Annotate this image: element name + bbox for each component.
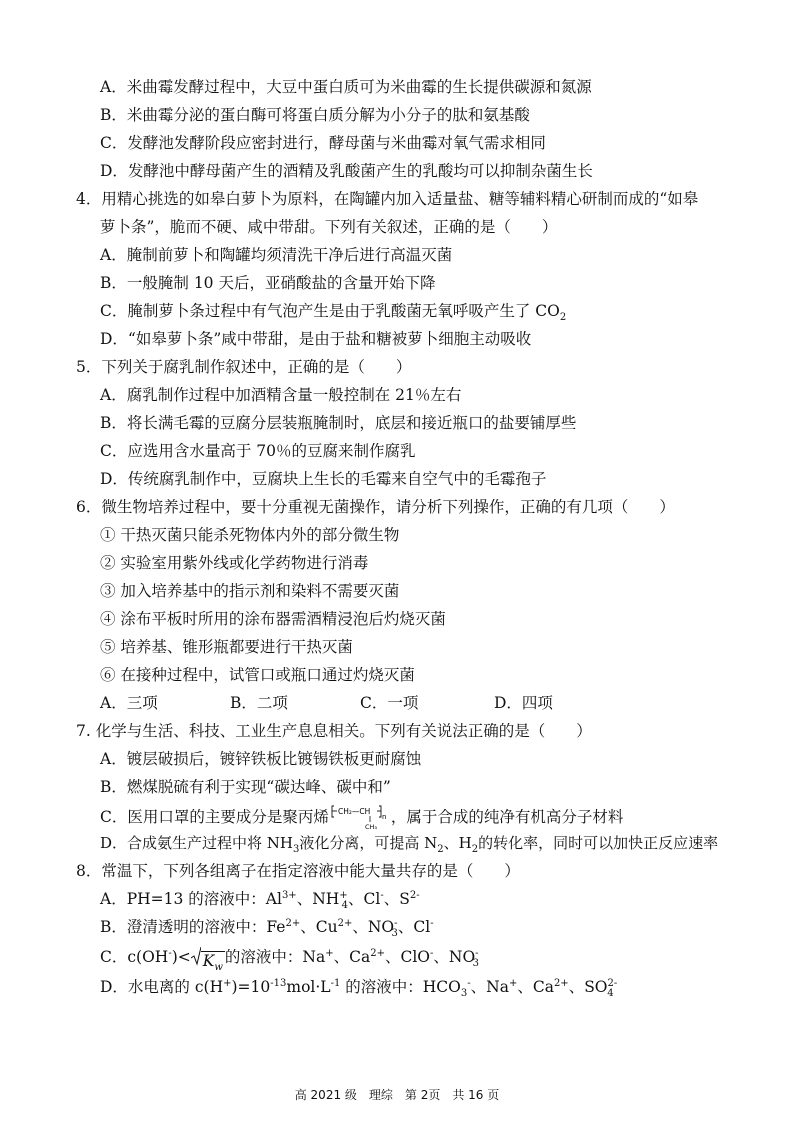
- q8-d-sub1: 3: [460, 988, 468, 1000]
- q6-item-1: ① 干热灭菌只能杀死物体内外的部分微生物: [100, 526, 400, 544]
- q8-b-mid: 、Cu: [300, 918, 338, 936]
- q7-d-sub2: 2: [437, 844, 444, 855]
- q8-d-mid5: 、Ca: [517, 978, 554, 996]
- q8-option-d: [100, 976, 750, 998]
- q7-option-a: A．镀层破损后，镀锌铁板比镀锡铁板更耐腐蚀: [100, 750, 422, 768]
- q7-d-mid2: 、H: [443, 834, 472, 852]
- q8-c-sup1: -: [168, 947, 172, 959]
- q4-option-b: B．一般腌制 10 天后，亚硝酸盐的含量开始下降: [100, 274, 436, 292]
- q8-c-mid2: 、Ca: [333, 948, 371, 966]
- q4-option-c-text: C．腌制萝卜条过程中有气泡产生是由于乳酸菌无氧呼吸产生了 CO: [100, 302, 560, 320]
- q8-b-sup4: -: [430, 917, 434, 929]
- q8-a-mid2: 、S: [383, 890, 410, 908]
- polypropylene-structure: [331, 804, 389, 830]
- q4-option-d: D．“如皋萝卜条”咸中带甜，是由于盐和糖被萝卜细胞主动吸收: [100, 330, 532, 348]
- q8-d-sup5: +: [508, 977, 518, 989]
- q7-d-pre: D．合成氨生产过程中将 NH: [100, 834, 294, 852]
- sqrt-radicand: [201, 951, 225, 974]
- q6-option-a: A．三项: [100, 694, 158, 712]
- q8-b-sub: 3: [391, 928, 398, 940]
- q6-item-3: ③ 加入培养基中的指示剂和染料不需要灭菌: [100, 582, 400, 600]
- page-footer: 高 2021 级 理综 第 2页 共 16 页: [294, 1088, 500, 1102]
- q8-c-post: 的溶液中：Na: [224, 948, 326, 966]
- q7-d-sub1: 3: [293, 844, 300, 855]
- q8-b-mid2: 、NO: [352, 918, 395, 936]
- kw-letter: K: [202, 952, 215, 970]
- q7-d-sub3: 2: [471, 844, 479, 855]
- q5-option-d: D．传统腐乳制作中，豆腐块上生长的毛霉来自空气中的毛霉孢子: [100, 470, 547, 488]
- q8-b-sup1: 2+: [285, 917, 301, 929]
- sqrt-kw: [191, 946, 225, 972]
- q8-d-pre: D．水电离的 c(H: [100, 978, 224, 996]
- q6-item-5: ⑤ 培养基、锥形瓶都要进行干热灭菌: [100, 638, 353, 656]
- q6-item-2: ② 实验室用紫外线或化学药物进行消毒: [100, 554, 369, 572]
- q7-d-post: 的转化率，同时可以加快正反应速率: [478, 834, 719, 852]
- q5-option-c: C．应选用含水量高于 70％的豆腐来制作腐乳: [100, 442, 416, 460]
- kw-sub: w: [214, 962, 223, 974]
- q8-a-mid: 、NH: [296, 890, 340, 908]
- q3-option-b: B．米曲霉分泌的蛋白酶可将蛋白质分解为小分子的肽和氨基酸: [100, 106, 530, 124]
- q5-option-b: B．将长满毛霉的豆腐分层装瓶腌制时，底层和接近瓶口的盐要铺厚些: [100, 414, 577, 432]
- q6-option-b: B．二项: [230, 694, 288, 712]
- q3-option-a: A．米曲霉发酵过程中，大豆中蛋白质可为米曲霉的生长提供碳源和氮源: [100, 78, 592, 96]
- q4-option-a: A．腌制前萝卜和陶罐均须清洗干净后进行高温灭菌: [100, 246, 453, 264]
- q8-c-mid4: 、NO: [433, 948, 476, 966]
- q8-a-pre: A．PH=13 的溶液中：Al: [100, 890, 282, 908]
- q8-d-sup3: -1: [330, 977, 341, 989]
- q6-stem: 6．微生物培养过程中，要十分重视无菌操作，请分析下列操作，正确的有几项（ ）: [76, 498, 675, 516]
- q4-option-c: [100, 300, 750, 322]
- q8-b-post: 、Cl: [397, 918, 431, 936]
- q8-c-sup3: 2+: [370, 947, 385, 959]
- q8-c-mid3: 、ClO: [384, 948, 430, 966]
- sqrt-sign-graphic: [191, 946, 201, 966]
- struct-bottom-text: CH₃: [364, 823, 377, 830]
- q8-c-sup5: -: [475, 947, 479, 959]
- q8-option-a: [100, 888, 750, 910]
- polypropylene-formula-graphic: [331, 804, 389, 830]
- q6-choices: [100, 692, 750, 714]
- q8-d-mid: )=10: [231, 978, 271, 996]
- q8-c-sub: 3: [472, 958, 479, 970]
- q8-option-c: [100, 946, 750, 972]
- q7-option-c-post: ，属于合成的纯净有机高分子材料: [390, 808, 624, 826]
- q4-stem-line2: 萝卜条”，脆而不硬、咸中带甜。下列有关叙述，正确的是（ ）: [100, 218, 558, 236]
- q6-option-d: D．四项: [494, 694, 553, 712]
- q8-b-sup3: -: [394, 917, 398, 929]
- q7-option-c-pre: C．医用口罩的主要成分是聚丙烯: [100, 808, 329, 826]
- q8-a-post: 、Cl: [348, 890, 381, 908]
- q8-d-sup4: -: [467, 977, 471, 989]
- q3-option-d: D．发酵池中酵母菌产生的酒精及乳酸菌产生的乳酸均可以抑制杂菌生长: [100, 162, 593, 180]
- q8-a-sup4: 2-: [409, 889, 420, 901]
- q8-d-mid4: 、Na: [470, 978, 509, 996]
- q8-b-sup2: 2+: [337, 917, 353, 929]
- q7-d-mid: 液化分离，可提高 N: [299, 834, 438, 852]
- q8-c-sup4: -: [430, 947, 434, 959]
- q8-c-pre: C．c(OH: [100, 948, 169, 966]
- q8-a-sup3: -: [380, 889, 384, 901]
- q7-option-b: B．燃煤脱硫有利于实现“碳达峰、碳中和”: [100, 778, 391, 796]
- q8-d-sup7: 2-: [607, 977, 618, 989]
- q8-d-mid2: mol·L: [286, 978, 331, 996]
- q8-c-mid: )<: [171, 948, 191, 966]
- q8-a-sup2: +: [339, 889, 348, 901]
- struct-n-text: n: [381, 813, 387, 821]
- q8-d-sup6: 2+: [553, 977, 569, 989]
- q8-d-mid6: 、SO: [568, 978, 608, 996]
- q4-option-c-sub: 2: [559, 312, 567, 324]
- q8-c-sup2: +: [325, 947, 334, 959]
- q8-a-sub: 4: [341, 900, 349, 912]
- q8-option-b: [100, 916, 750, 938]
- q8-stem: 8．常温下，下列各组离子在指定溶液中能大量共存的是（ ）: [76, 862, 520, 880]
- q7-option-c: [100, 804, 750, 830]
- q7-stem: 7. 化学与生活、科技、工业生产息息相关。下列有关说法正确的是（ ）: [76, 722, 592, 740]
- q4-stem-line1: 4．用精心挑选的如皋白萝卜为原料，在陶罐内加入适量盐、糖等辅料精心研制而成的“如皋: [76, 190, 699, 208]
- q5-option-a: A．腐乳制作过程中加酒精含量一般控制在 21％左右: [100, 386, 462, 404]
- q3-option-c: C．发酵池发酵阶段应密封进行，酵母菌与米曲霉对氧气需求相同: [100, 134, 546, 152]
- q6-item-4: ④ 涂布平板时所用的涂布器需酒精浸泡后灼烧灭菌: [100, 610, 446, 628]
- q8-a-sup1: 3+: [281, 889, 297, 901]
- q8-d-mid3: 的溶液中：HCO: [340, 978, 461, 996]
- q6-option-c: C．一项: [360, 694, 419, 712]
- q8-d-sup2: -13: [270, 977, 287, 989]
- q5-stem: 5．下列关于腐乳制作叙述中，正确的是（ ）: [76, 358, 412, 376]
- q8-d-sub2: 4: [607, 988, 614, 1000]
- q8-b-pre: B．澄清透明的溶液中：Fe: [100, 918, 286, 936]
- struct-top-text: CH₂—CH: [337, 807, 371, 816]
- q8-d-sup1: +: [223, 977, 232, 989]
- q7-option-d: [100, 832, 750, 854]
- q6-item-6: ⑥ 在接种过程中，试管口或瓶口通过灼烧灭菌: [100, 666, 415, 684]
